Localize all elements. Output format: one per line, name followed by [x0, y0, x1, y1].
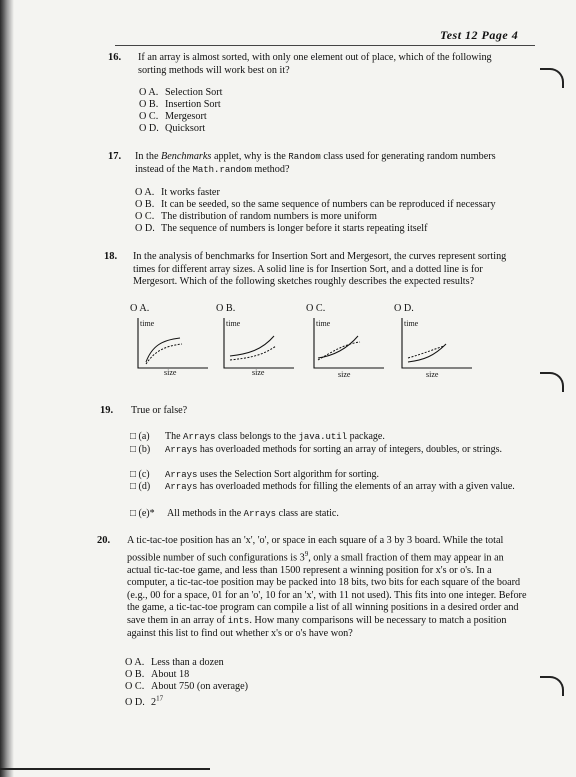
sketch-a-xlabel: size [164, 368, 177, 377]
q17-option-d[interactable]: O D. The sequence of numbers is longer before it starts repeating itself [135, 223, 428, 234]
question-16-text: If an array is almost sorted, with only one element out of place, which of the following sorting methods will work best on it? [138, 52, 492, 76]
q18-option-b[interactable]: O B. [216, 303, 236, 314]
sketch-d-ylabel: time [404, 319, 419, 328]
sketch-d-plot [398, 316, 478, 382]
question-17-text: In the Benchmarks applet, why is the Random class used for generating random numbers instead of the Math.random method? [135, 151, 496, 175]
q20-option-a[interactable]: O A. Less than a dozen [125, 657, 224, 668]
q16-option-b[interactable]: O B. Insertion Sort [139, 99, 221, 110]
question-16-number: 16. [108, 52, 122, 63]
header-rule [115, 45, 535, 46]
q19-item-a[interactable]: □ (a) The Arrays class belongs to the java.util package. [130, 431, 385, 442]
question-17-number: 17. [108, 151, 122, 162]
q18-option-d[interactable]: O D. [394, 303, 414, 314]
page-header: Test 12 Page 4 [440, 28, 519, 42]
binder-curl-mark [540, 676, 564, 696]
q20-option-d[interactable]: O D. $2^{17}$ [125, 695, 164, 709]
question-18-number: 18. [104, 251, 118, 262]
q17-option-a[interactable]: O A. It works faster [135, 187, 220, 198]
sketch-a-plot [134, 316, 214, 382]
q19-item-c[interactable]: □ (c) Arrays uses the Selection Sort algorithm for sorting. [130, 469, 380, 480]
sketch-b-ylabel: time [226, 319, 241, 328]
q16-option-a[interactable]: O A. Selection Sort [139, 87, 223, 98]
sketch-a [134, 316, 214, 382]
q19-item-e[interactable]: □ (e)* All methods in the Arrays class are static. [130, 508, 339, 519]
q19-item-d[interactable]: □ (d) Arrays has overloaded methods for filling the elements of an array with a given value. [130, 481, 515, 492]
sketch-c [310, 316, 390, 382]
question-19-text: True or false? [131, 405, 188, 416]
sketch-c-plot [310, 316, 390, 382]
sketch-b-plot [220, 316, 300, 382]
q18-option-c[interactable]: O C. [306, 303, 326, 314]
question-19-number: 19. [100, 405, 114, 416]
q20-option-c[interactable]: O C. About 750 (on average) [125, 681, 249, 692]
binder-curl-mark [540, 68, 564, 88]
bottom-rule [0, 768, 210, 770]
sketch-c-xlabel: size [338, 370, 351, 379]
question-20-text: A tic-tac-toe position has an 'x', 'o', or space in each square of a 3 by 3 board. While the total possible number of such configurations is $3^9$, only a small fraction of them may appear in an actual tic-tac-toe game, and less than 1500 represent a winning position for x's or o's. In a computer, a tic-tac-toe position may be packed into 18 bits, two bits for each square of the board (e.g., 00 for a space, 01 for an 'o', 10 for an 'x', with 11 not used). This fits into one integer. Before the game, a tic-tac-toe program can compile a list of all winning positions in a desired order and save them in an array of ints. How many comparisons will be necessary to match a position against this list to find out whether x's or o's have won? [127, 535, 527, 639]
q20-option-b[interactable]: O B. About 18 [125, 669, 190, 680]
sketch-d [398, 316, 478, 382]
sketch-c-ylabel: time [316, 319, 331, 328]
question-18-text: In the analysis of benchmarks for Insertion Sort and Mergesort, the curves represent sorting times for different array sizes. A solid line is for Insertion Sort, and a dotted line is for Mergesort. Which of the following sketches roughly describes the expected results? [133, 251, 507, 288]
scan-edge-shadow [0, 0, 14, 777]
q18-option-a[interactable]: O A. [130, 303, 150, 314]
q16-option-d[interactable]: O D. Quicksort [139, 123, 206, 134]
q17-option-c[interactable]: O C. The distribution of random numbers is more uniform [135, 211, 377, 222]
question-20-number: 20. [97, 535, 111, 546]
q16-option-c[interactable]: O C. Mergesort [139, 111, 207, 122]
sketch-b [220, 316, 300, 382]
sketch-d-xlabel: size [426, 370, 439, 379]
q17-option-b[interactable]: O B. It can be seeded, so the same sequence of numbers can be reproduced if necessary [135, 199, 496, 210]
sketch-a-ylabel: time [140, 319, 155, 328]
q19-item-b[interactable]: □ (b) Arrays has overloaded methods for sorting an array of integers, doubles, or strings. [130, 444, 503, 455]
binder-curl-mark [540, 372, 564, 392]
sketch-b-xlabel: size [252, 368, 265, 377]
